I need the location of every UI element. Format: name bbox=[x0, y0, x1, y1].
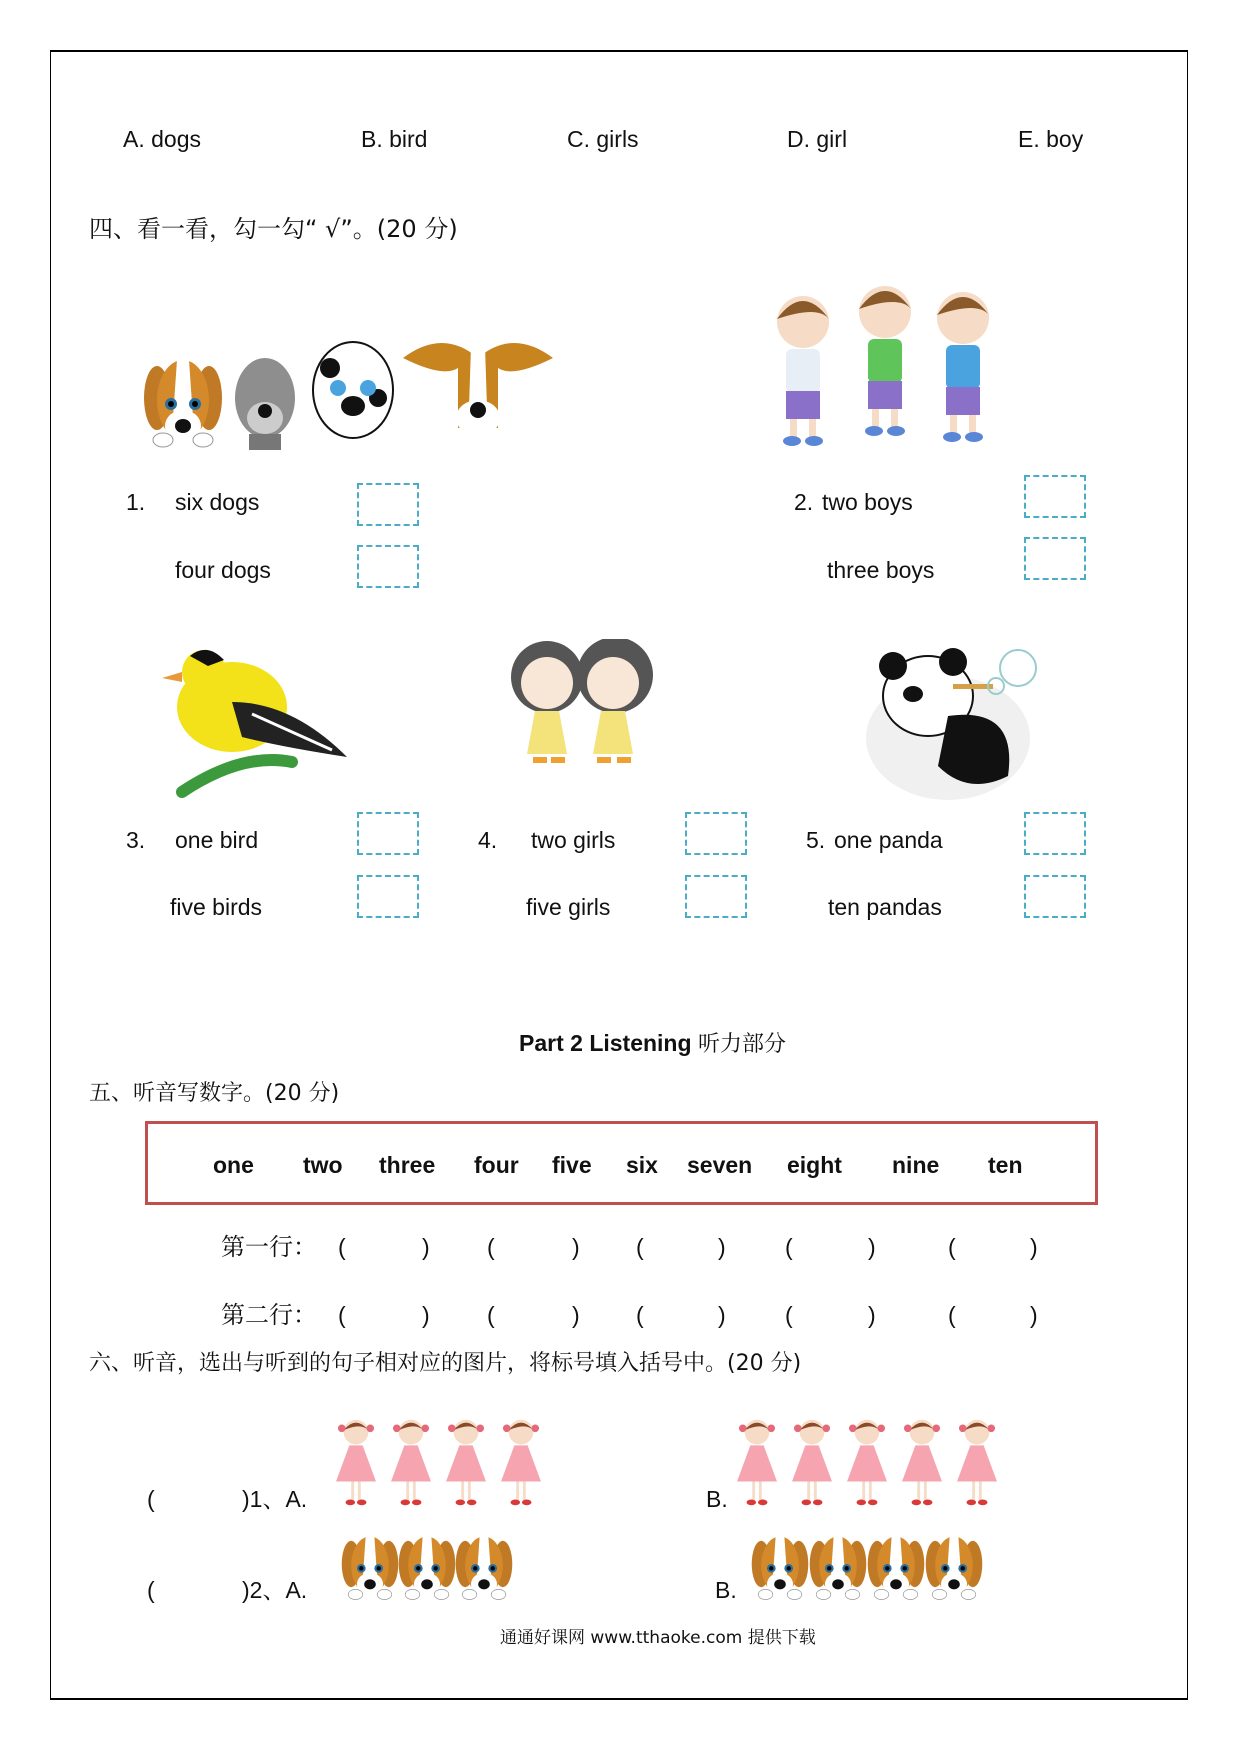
row2-answer-blank-3[interactable] bbox=[648, 1297, 716, 1331]
number-word: ten bbox=[988, 1152, 1023, 1178]
item1-number: 1. bbox=[126, 489, 146, 515]
number-word: two bbox=[303, 1152, 343, 1178]
row1-blank-4-open-paren: ( bbox=[785, 1234, 793, 1260]
q1-open-paren: ( bbox=[147, 1486, 155, 1512]
number-word: five bbox=[552, 1152, 592, 1178]
q1-close-paren: ) bbox=[242, 1486, 250, 1512]
q1-label: 1、A. bbox=[249, 1486, 308, 1512]
number-word: one bbox=[213, 1152, 254, 1178]
item3-option1: one bird bbox=[175, 827, 259, 853]
row1-answer-blank-2[interactable] bbox=[499, 1229, 570, 1263]
item4-option1: two girls bbox=[531, 827, 616, 853]
item4-checkbox2[interactable] bbox=[685, 875, 747, 918]
row1-blank-2-open-paren: ( bbox=[487, 1234, 495, 1260]
row1-label: 第一行： bbox=[221, 1233, 317, 1261]
part2-title bbox=[519, 1029, 786, 1059]
row1-blank-3-open-paren: ( bbox=[636, 1234, 644, 1260]
item5-option2: ten pandas bbox=[828, 894, 942, 920]
number-word: nine bbox=[892, 1152, 940, 1178]
row2-blank-3-close-paren: ) bbox=[718, 1302, 726, 1328]
row2-answer-blank-5[interactable] bbox=[960, 1297, 1028, 1331]
word-option-d: D. girl bbox=[787, 126, 848, 152]
item2-option2: three boys bbox=[827, 557, 935, 583]
panda-picture bbox=[858, 646, 1042, 802]
row1-blank-3-close-paren: ) bbox=[718, 1234, 726, 1260]
item2-option1: two boys bbox=[822, 489, 913, 515]
row1-blank-1-close-paren: ) bbox=[422, 1234, 430, 1260]
section6-heading: 六、听音，选出与听到的句子相对应的图片，将标号填入括号中。(20 分) bbox=[89, 1351, 802, 1376]
number-word: six bbox=[626, 1152, 658, 1178]
q2-close-paren: ) bbox=[242, 1577, 250, 1603]
footer-text: 通通好课网 www.tthaoke.com 提供下载 bbox=[500, 1628, 816, 1648]
bird-picture bbox=[162, 642, 348, 804]
item2-number: 2. bbox=[794, 489, 814, 515]
row2-blank-1-open-paren: ( bbox=[338, 1302, 346, 1328]
row1-blank-5-open-paren: ( bbox=[948, 1234, 956, 1260]
row2-blank-2-close-paren: ) bbox=[572, 1302, 580, 1328]
part2-title-en: Part 2 Listening bbox=[519, 1030, 692, 1056]
row2-blank-2-open-paren: ( bbox=[487, 1302, 495, 1328]
number-word-bank bbox=[145, 1121, 1098, 1205]
item1-option1: six dogs bbox=[175, 489, 260, 515]
number-word: three bbox=[379, 1152, 436, 1178]
row1-blank-2-close-paren: ) bbox=[572, 1234, 580, 1260]
row2-answer-blank-1[interactable] bbox=[350, 1297, 420, 1331]
item2-checkbox2[interactable] bbox=[1024, 537, 1086, 580]
section5-heading: 五、听音写数字。(20 分) bbox=[89, 1081, 340, 1106]
part2-title-cn: 听力部分 bbox=[697, 1032, 786, 1057]
row2-blank-1-close-paren: ) bbox=[422, 1302, 430, 1328]
item2-checkbox1[interactable] bbox=[1024, 475, 1086, 518]
q2-label: 2、A. bbox=[249, 1577, 308, 1603]
item5-checkbox2[interactable] bbox=[1024, 875, 1086, 918]
row1-blank-5-close-paren: ) bbox=[1030, 1234, 1038, 1260]
page-border bbox=[50, 50, 1188, 1700]
row2-answer-blank-2[interactable] bbox=[499, 1297, 570, 1331]
item1-checkbox1[interactable] bbox=[357, 483, 419, 526]
row1-answer-blank-5[interactable] bbox=[960, 1229, 1028, 1263]
item5-option1: one panda bbox=[834, 827, 943, 853]
item3-checkbox1[interactable] bbox=[357, 812, 419, 855]
four-dogs-small-picture bbox=[751, 1527, 983, 1601]
word-option-a: A. dogs bbox=[123, 126, 201, 152]
row1-answer-blank-3[interactable] bbox=[648, 1229, 716, 1263]
item1-checkbox2[interactable] bbox=[357, 545, 419, 588]
word-option-e: E. boy bbox=[1018, 126, 1084, 152]
row2-blank-4-open-paren: ( bbox=[785, 1302, 793, 1328]
number-word: seven bbox=[687, 1152, 753, 1178]
q2-answer-blank[interactable] bbox=[242, 1576, 307, 1604]
item4-checkbox1[interactable] bbox=[685, 812, 747, 855]
item4-option2: five girls bbox=[526, 894, 611, 920]
item1-option2: four dogs bbox=[175, 557, 271, 583]
word-option-b: B. bird bbox=[361, 126, 428, 152]
row1-blank-4-close-paren: ) bbox=[868, 1234, 876, 1260]
item3-number: 3. bbox=[126, 827, 146, 853]
row1-answer-blank-1[interactable] bbox=[350, 1229, 420, 1263]
item3-option2: five birds bbox=[170, 894, 263, 920]
item5-number: 5. bbox=[806, 827, 826, 853]
row2-label: 第二行： bbox=[221, 1301, 317, 1329]
three-boys-picture bbox=[768, 277, 1003, 452]
q2-open-paren: ( bbox=[147, 1577, 155, 1603]
row2-blank-5-close-paren: ) bbox=[1030, 1302, 1038, 1328]
four-girls-picture bbox=[331, 1415, 546, 1510]
row1-blank-1-open-paren: ( bbox=[338, 1234, 346, 1260]
section4-heading: 四、看一看，勾一勾“ √”。(20 分) bbox=[89, 215, 458, 243]
item4-number: 4. bbox=[478, 827, 498, 853]
three-dogs-picture bbox=[341, 1527, 513, 1601]
q1-answer-blank[interactable] bbox=[242, 1485, 307, 1513]
row1-answer-blank-4[interactable] bbox=[797, 1229, 866, 1263]
two-girls-picture bbox=[497, 639, 667, 771]
row2-answer-blank-4[interactable] bbox=[797, 1297, 866, 1331]
four-dogs-picture bbox=[143, 338, 553, 450]
row2-blank-3-open-paren: ( bbox=[636, 1302, 644, 1328]
item5-checkbox1[interactable] bbox=[1024, 812, 1086, 855]
number-word: four bbox=[474, 1152, 519, 1178]
five-girls-picture bbox=[732, 1415, 1002, 1510]
item3-checkbox2[interactable] bbox=[357, 875, 419, 918]
row2-blank-5-open-paren: ( bbox=[948, 1302, 956, 1328]
q1-option-b-label: B. bbox=[706, 1486, 728, 1512]
row2-blank-4-close-paren: ) bbox=[868, 1302, 876, 1328]
word-option-c: C. girls bbox=[567, 126, 639, 152]
q2-option-b-label: B. bbox=[715, 1577, 737, 1603]
number-word: eight bbox=[787, 1152, 842, 1178]
